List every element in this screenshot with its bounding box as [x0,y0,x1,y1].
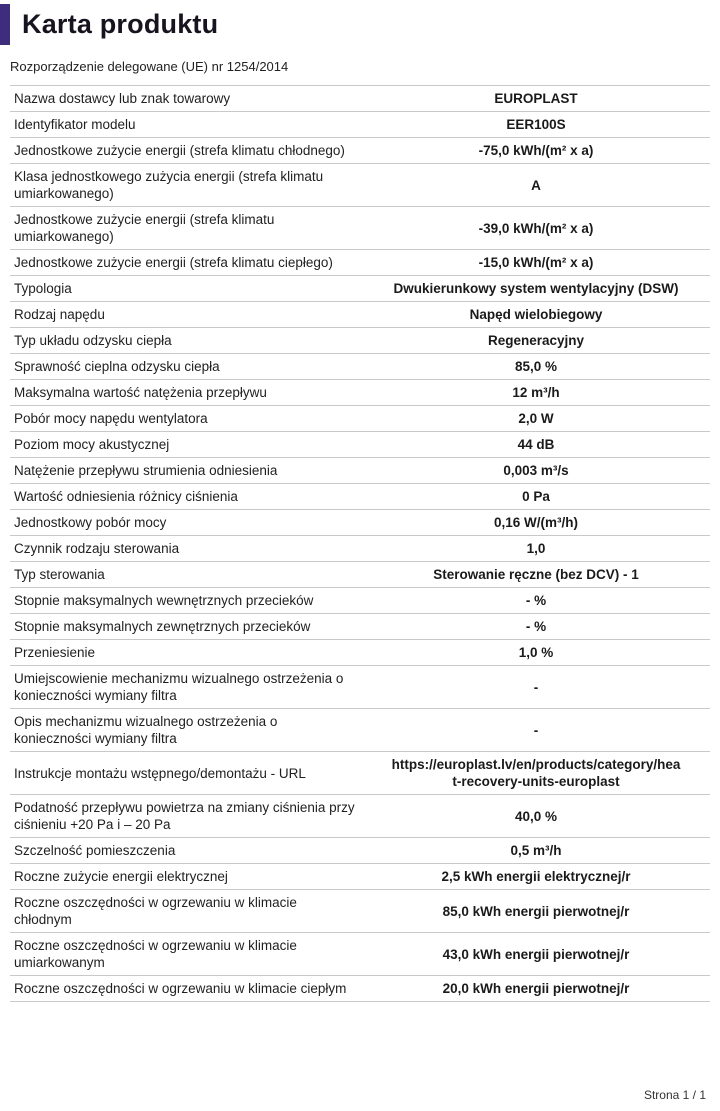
table-row [10,510,710,536]
row-value: 85,0 % [514,359,558,374]
table-row [10,380,710,406]
regulation-subtitle: Rozporządzenie delegowane (UE) nr 1254/2014 [10,59,289,74]
table-row [10,112,710,138]
row-label: Rodzaj napędu [14,307,105,322]
table-row [10,838,710,864]
row-value: 0,16 W/(m³/h) [493,515,578,530]
row-value-url[interactable]: https://europlast.lv/en/products/category/heat-recovery-units-europlast [391,757,681,789]
table-row [10,933,710,976]
table-row [10,207,710,250]
page-title: Karta produktu [22,9,219,39]
row-label: Jednostkowe zużycie energii (strefa klimatu chłodnego) [14,143,345,158]
table-row [10,250,710,276]
row-value: 40,0 % [514,808,558,824]
row-value: 1,0 % [518,645,554,660]
row-value: 2,0 W [518,411,554,426]
title-accent-bar [0,4,10,45]
table-row [10,752,710,795]
row-value: 1,0 [526,541,546,556]
row-label: Przeniesienie [14,645,96,660]
table-row [10,890,710,933]
row-label: Jednostkowe zużycie energii (strefa klimatu ciepłego) [14,255,333,270]
table-row [10,795,710,838]
row-value: EUROPLAST [494,91,578,106]
table-row [10,864,710,890]
row-label: Umiejscowienie mechanizmu wizualnego ostrzeżenia o konieczności wymiany filtra [14,671,344,703]
row-label: Roczne oszczędności w ogrzewaniu w klimacie chłodnym [14,895,297,927]
row-value: - [533,679,539,695]
page-footer: Strona 1 / 1 [643,1088,706,1102]
row-label: Roczne oszczędności w ogrzewaniu w klimacie ciepłym [14,981,347,996]
table-row [10,406,710,432]
table-row [10,354,710,380]
row-value: A [531,177,541,193]
table-row [10,666,710,709]
row-value: 0,5 m³/h [510,843,562,858]
table-row [10,588,710,614]
row-label: Podatność przepływu powietrza na zmiany ciśnienia przy ciśnieniu +20 Pa i – 20 Pa [14,800,355,832]
row-value: 12 m³/h [512,385,560,400]
row-label: Maksymalna wartość natężenia przepływu [14,385,267,400]
row-value: Napęd wielobiegowy [469,307,603,322]
table-row [10,976,710,1002]
row-label: Instrukcje montażu wstępnego/demontażu - URL [14,765,306,781]
row-label: Szczelność pomieszczenia [14,843,176,858]
row-value: Sterowanie ręczne (bez DCV) - 1 [433,567,639,582]
row-value: - % [525,593,547,608]
row-value: 44 dB [517,437,555,452]
table-row [10,709,710,752]
row-value: -75,0 kWh/(m² x a) [478,143,594,158]
row-value: Dwukierunkowy system wentylacyjny (DSW) [393,281,679,296]
table-row [10,86,710,112]
row-label: Roczne oszczędności w ogrzewaniu w klimacie umiarkowanym [14,938,297,970]
row-label: Jednostkowe zużycie energii (strefa klimatu umiarkowanego) [14,212,275,244]
table-row [10,458,710,484]
page-header [0,4,710,45]
table-row [10,138,710,164]
row-value: - [533,722,539,738]
table-row [10,614,710,640]
row-label: Wartość odniesienia różnicy ciśnienia [14,489,238,504]
row-label: Pobór mocy napędu wentylatora [14,411,208,426]
row-value: 20,0 kWh energii pierwotnej/r [442,981,630,996]
row-label: Sprawność cieplna odzysku ciepła [14,359,220,374]
row-value: 43,0 kWh energii pierwotnej/r [442,946,630,962]
row-value: 85,0 kWh energii pierwotnej/r [442,903,630,919]
row-value: EER100S [506,117,566,132]
row-label: Nazwa dostawcy lub znak towarowy [14,91,231,106]
row-value: 0 Pa [522,489,550,504]
row-value: 0,003 m³/s [503,463,569,478]
table-row [10,328,710,354]
row-value: 2,5 kWh energii elektrycznej/r [441,869,631,884]
row-label: Czynnik rodzaju sterowania [14,541,180,556]
row-label: Typ układu odzysku ciepła [14,333,172,348]
row-label: Typologia [14,281,72,296]
table-row [10,276,710,302]
table-row [10,536,710,562]
table-row [10,302,710,328]
table-row [10,484,710,510]
row-value: -15,0 kWh/(m² x a) [478,255,594,270]
product-table [10,85,710,1002]
row-label: Stopnie maksymalnych wewnętrznych przecieków [14,593,314,608]
row-label: Typ sterowania [14,567,105,582]
table-row [10,164,710,207]
row-label: Klasa jednostkowego zużycia energii (strefa klimatu umiarkowanego) [14,169,324,201]
row-label: Natężenie przepływu strumienia odniesienia [14,463,278,478]
row-label: Jednostkowy pobór mocy [14,515,167,530]
table-row [10,432,710,458]
row-label: Stopnie maksymalnych zewnętrznych przecieków [14,619,311,634]
table-row [10,562,710,588]
row-value: - % [525,619,547,634]
table-row [10,640,710,666]
row-label: Opis mechanizmu wizualnego ostrzeżenia o konieczności wymiany filtra [14,714,278,746]
row-label: Poziom mocy akustycznej [14,437,170,452]
row-label: Roczne zużycie energii elektrycznej [14,869,228,884]
row-value: Regeneracyjny [487,333,585,348]
row-value: -39,0 kWh/(m² x a) [478,220,594,236]
row-label: Identyfikator modelu [14,117,136,132]
